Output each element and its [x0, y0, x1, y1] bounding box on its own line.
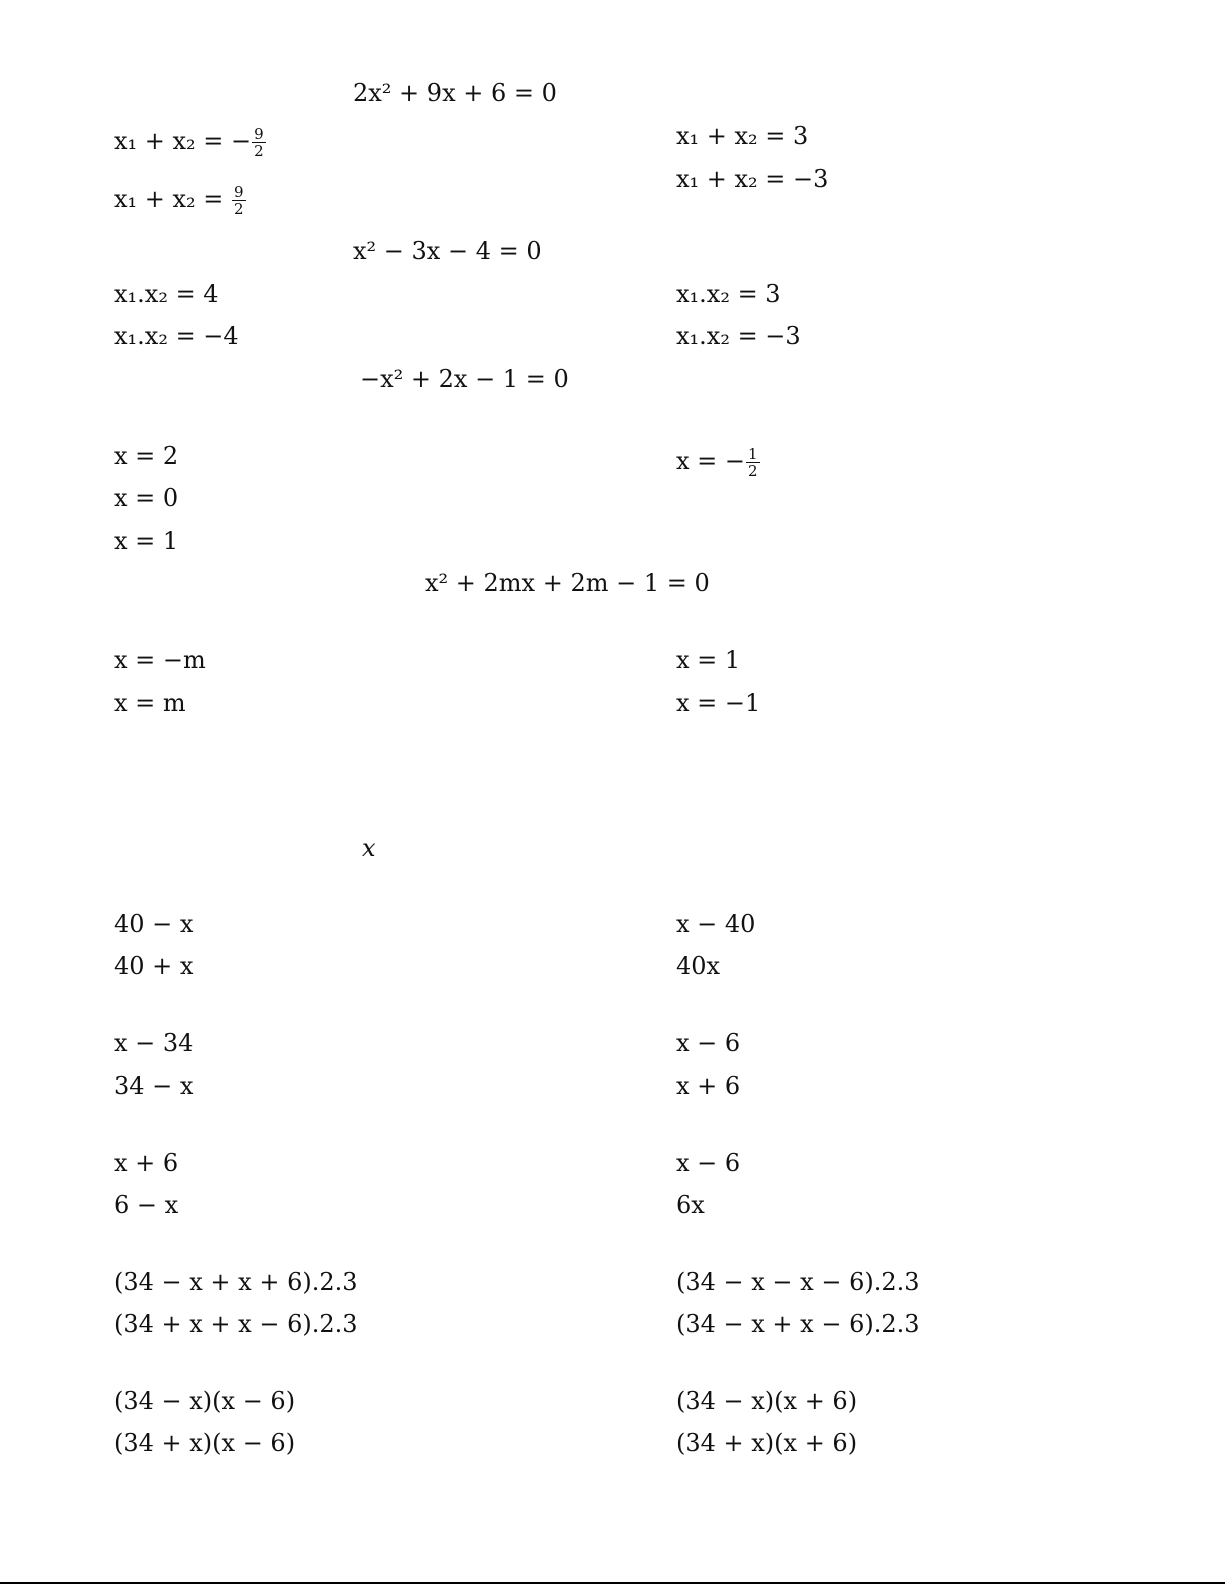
q3-option-c[interactable]: x = 0: [114, 484, 179, 512]
q4-option-a[interactable]: x = −m: [114, 646, 206, 674]
q5-g3-option-a[interactable]: x + 6: [114, 1149, 179, 1177]
q5-g5-option-c[interactable]: (34 + x)(x − 6): [114, 1429, 296, 1457]
q5-g4-option-d[interactable]: (34 − x + x − 6).2.3: [676, 1310, 920, 1338]
q5-g3-option-c[interactable]: 6 − x: [114, 1191, 179, 1219]
q2-option-d[interactable]: x₁.x₂ = −3: [676, 322, 801, 350]
numerator: 9: [254, 125, 264, 143]
q4-option-c[interactable]: x = m: [114, 689, 186, 717]
q5-g3-option-d[interactable]: 6x: [676, 1191, 705, 1219]
q2-option-a[interactable]: x₁.x₂ = 4: [114, 280, 219, 308]
q1-option-a-fraction: [252, 126, 266, 159]
page-bottom-rule: [0, 1582, 1225, 1584]
q1-option-a[interactable]: [114, 126, 267, 159]
denominator: 2: [254, 142, 264, 160]
q2-option-b[interactable]: x₁.x₂ = 3: [676, 280, 781, 308]
q1-option-a-text: x₁ + x₂ = −: [114, 127, 252, 155]
q3-option-d[interactable]: x = 1: [114, 527, 179, 555]
q5-g1-option-c[interactable]: 40 + x: [114, 952, 194, 980]
q2-option-c[interactable]: x₁.x₂ = −4: [114, 322, 239, 350]
q1-equation: 2x² + 9x + 6 = 0: [353, 79, 557, 107]
q5-g2-option-a[interactable]: x − 34: [114, 1029, 194, 1057]
q3-option-a[interactable]: x = 2: [114, 442, 179, 470]
q3-option-b-fraction: [746, 446, 760, 479]
q1-option-b[interactable]: x₁ + x₂ = 3: [676, 122, 809, 150]
q5-variable: x: [362, 834, 376, 862]
q5-g3-option-b[interactable]: x − 6: [676, 1149, 741, 1177]
numerator: 9: [234, 183, 244, 201]
numerator: 1: [748, 445, 758, 463]
q3-equation: −x² + 2x − 1 = 0: [360, 365, 569, 393]
q5-g2-option-b[interactable]: x − 6: [676, 1029, 741, 1057]
q5-g5-option-b[interactable]: (34 − x)(x + 6): [676, 1387, 858, 1415]
q1-option-d[interactable]: x₁ + x₂ = −3: [676, 165, 829, 193]
denominator: 2: [748, 462, 758, 480]
q5-g4-option-a[interactable]: (34 − x + x + 6).2.3: [114, 1268, 358, 1296]
q3-option-b-text: x = −: [676, 447, 746, 475]
q5-g1-option-d[interactable]: 40x: [676, 952, 721, 980]
q5-g2-option-d[interactable]: x + 6: [676, 1072, 741, 1100]
q5-g1-option-a[interactable]: 40 − x: [114, 910, 194, 938]
q4-option-d[interactable]: x = −1: [676, 689, 761, 717]
q1-option-c[interactable]: [114, 184, 247, 217]
q5-g4-option-b[interactable]: (34 − x − x − 6).2.3: [676, 1268, 920, 1296]
q5-g5-option-a[interactable]: (34 − x)(x − 6): [114, 1387, 296, 1415]
q5-g4-option-c[interactable]: (34 + x + x − 6).2.3: [114, 1310, 358, 1338]
q5-g5-option-d[interactable]: (34 + x)(x + 6): [676, 1429, 858, 1457]
q1-option-c-text: x₁ + x₂ =: [114, 185, 232, 213]
q3-option-b[interactable]: [676, 446, 761, 479]
q5-g1-option-b[interactable]: x − 40: [676, 910, 756, 938]
q4-option-b[interactable]: x = 1: [676, 646, 741, 674]
q2-equation: x² − 3x − 4 = 0: [353, 237, 542, 265]
q4-equation: x² + 2mx + 2m − 1 = 0: [425, 569, 710, 597]
q1-option-c-fraction: [232, 184, 246, 217]
denominator: 2: [234, 200, 244, 218]
q5-g2-option-c[interactable]: 34 − x: [114, 1072, 194, 1100]
